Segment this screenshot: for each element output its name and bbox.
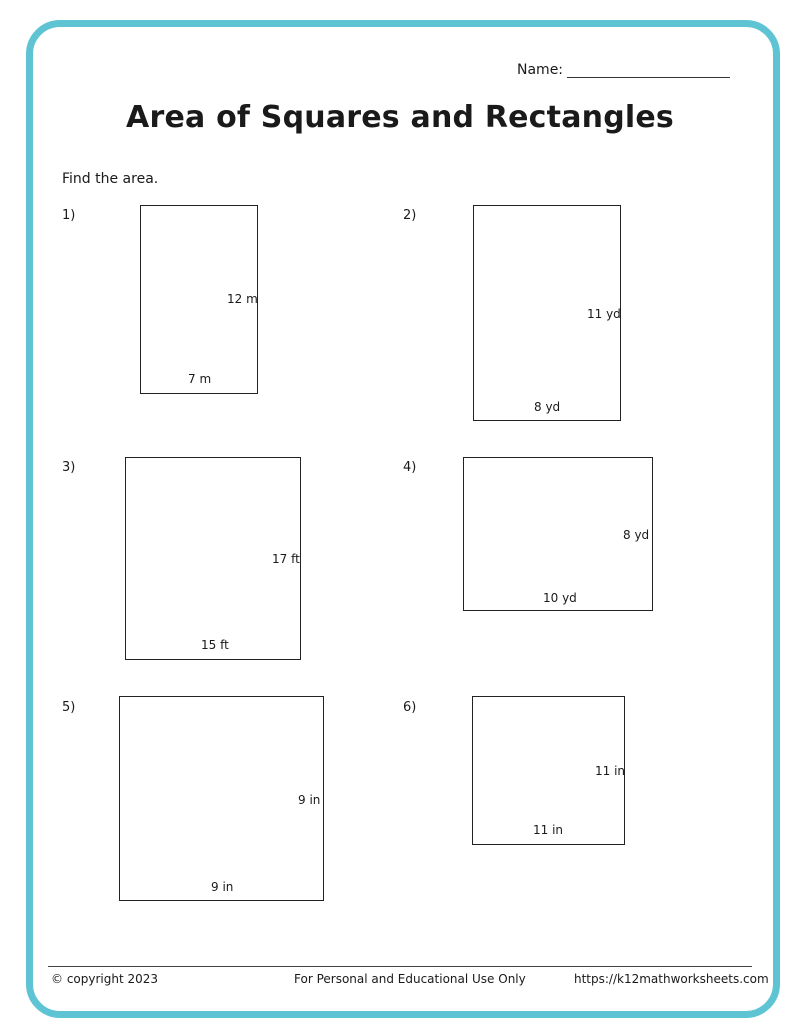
problem-1-number: 1) [62,208,76,223]
problem-1-height-label: 12 m [227,292,258,306]
problem-4-number: 4) [403,460,417,475]
problem-2-height-label: 11 yd [587,307,621,321]
problem-3-number: 3) [62,460,76,475]
problem-6-width-label: 11 in [533,823,564,837]
problem-6-number: 6) [403,700,417,715]
problem-3-height-label: 17 ft [272,552,300,566]
problem-5-height-label: 9 in [298,793,321,807]
footer-usage-note: For Personal and Educational Use Only [294,972,526,986]
page-title: Area of Squares and Rectangles [126,100,674,135]
footer-copyright: © copyright 2023 [51,972,159,986]
problem-4-height-label: 8 yd [623,528,650,542]
problem-2-number: 2) [403,208,417,223]
problem-3-width-label: 15 ft [201,638,229,652]
problem-4-width-label: 10 yd [543,591,577,605]
footer-url[interactable]: https://k12mathworksheets.com [574,972,769,986]
problem-6-height-label: 11 in [595,764,626,778]
footer-divider [48,966,752,967]
instruction-text: Find the area. [62,171,159,187]
problem-2-width-label: 8 yd [534,400,561,414]
name-label: Name: [517,62,564,78]
problem-1-width-label: 7 m [188,372,212,386]
name-answer-line [567,77,730,78]
problem-5-width-label: 9 in [211,880,234,894]
problem-5-rectangle [119,696,324,901]
problem-5-number: 5) [62,700,76,715]
